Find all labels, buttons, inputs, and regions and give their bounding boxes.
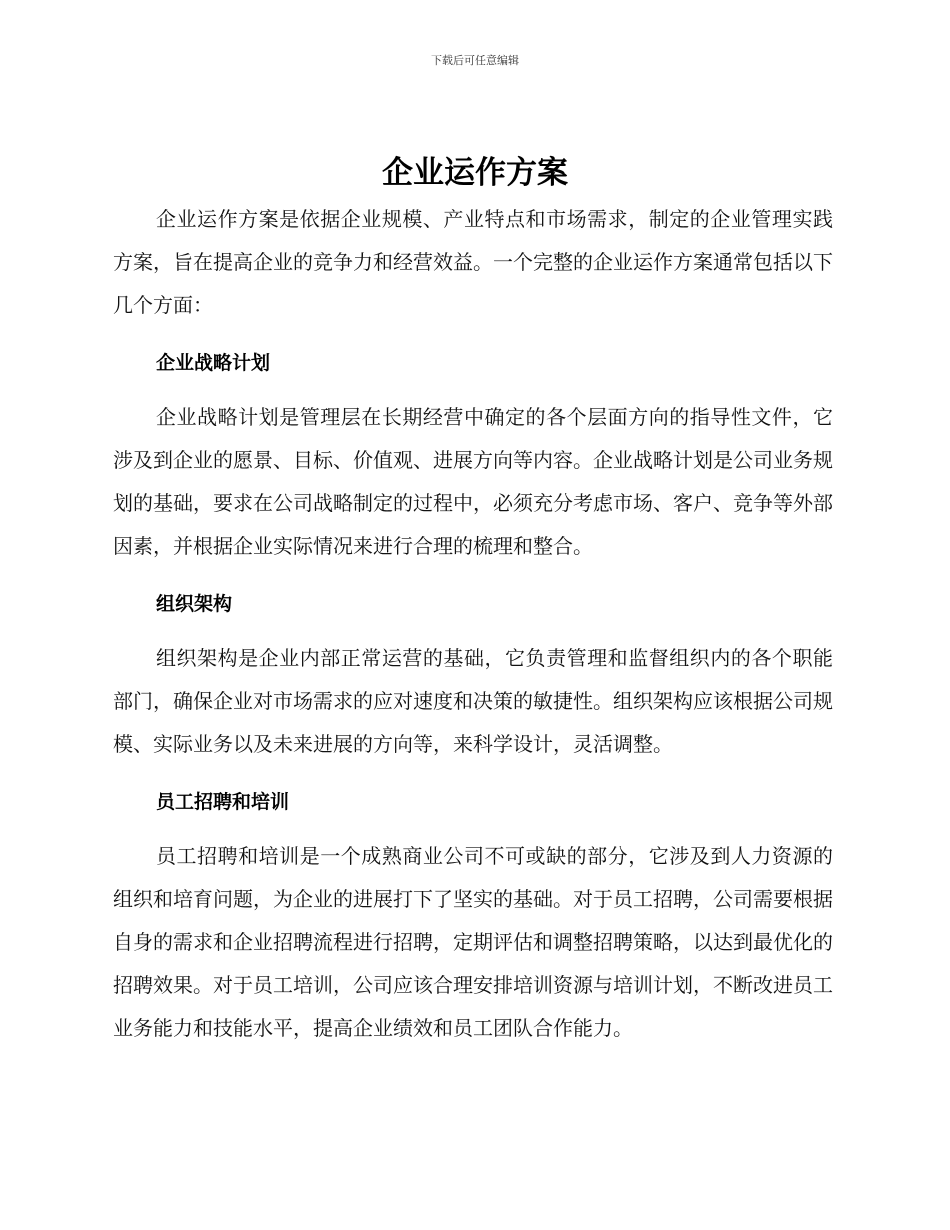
- page-header-note: 下载后可任意编辑: [431, 54, 519, 67]
- document-body: [113, 198, 833, 1050]
- document-title: 企业运作方案: [382, 155, 568, 191]
- section-heading-organization: 组织架构: [156, 593, 233, 615]
- section-body-organization: 组织架构是企业内部正常运营的基础，它负责管理和监督组织内的各个职能部门，确保企业对市场需求的应对速度和决策的敏捷性。组织架构应该根据公司规模、实际业务以及未来进展的方向等，来科学设计，灵活调整。: [113, 646, 833, 756]
- section-body-recruitment: 员工招聘和培训是一个成熟商业公司不可或缺的部分，它涉及到人力资源的组织和培育问题，为企业的进展打下了坚实的基础。对于员工招聘，公司需要根据自身的需求和企业招聘流程进行招聘，定期评估和调整招聘策略，以达到最优化的招聘效果。对于员工培训，公司应该合理安排培训资源与培训计划，不断改进员工业务能力和技能水平，提高企业绩效和员工团队合作能力。: [113, 844, 833, 1040]
- section-heading-strategy: 企业战略计划: [156, 352, 271, 374]
- section-body-strategy: 企业战略计划是管理层在长期经营中确定的各个层面方向的指导性文件，它涉及到企业的愿景、目标、价值观、进展方向等内容。企业战略计划是公司业务规划的基础，要求在公司战略制定的过程中，必须充分考虑市场、客户、竞争等外部因素，并根据企业实际情况来进行合理的梳理和整合。: [113, 405, 833, 558]
- intro-paragraph: 企业运作方案是依据企业规模、产业特点和市场需求，制定的企业管理实践方案，旨在提高企业的竞争力和经营效益。一个完整的企业运作方案通常包括以下几个方面：: [113, 207, 833, 317]
- section-heading-recruitment: 员工招聘和培训: [156, 791, 290, 813]
